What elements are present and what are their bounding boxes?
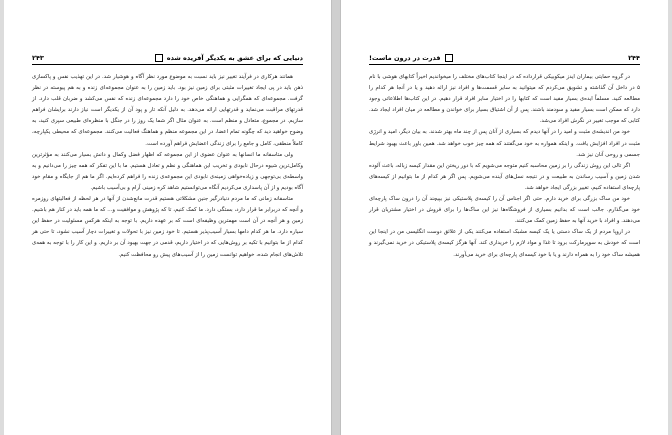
right-paragraph-5: در اروپا مردم از یک ساک دستی یا یک کیسه مشبک استفاده می‌کنند یکی از علائق دوست انگلیسی من در اینجا این است که خودش به سوپرمارکت برود تا غذا و مواد لازم را خریداری کند. آنها هرگز کیسه‌ی پلاستیکی در خرید نمی‌گیرند و همیشه ساک خود را به همراه دارند و یا با خود کیسه‌ای پارچه‌ای برای خرید می‌آورند. (369, 229, 640, 258)
square-icon (155, 54, 163, 62)
left-page-number: ۲۴۳ (32, 54, 44, 62)
right-body-text (369, 72, 640, 261)
left-header-rule (32, 64, 303, 65)
right-paragraph-4: خود من ساک بزرگی برای خرید دارم. حتی اگر اجناس آن را کیسه‌ی پلاستیکی نیز بپیچند آن را درون ساک پارچه‌ای خود می‌گذارم. جالب است که بدانیم بسیاری از فروشگاه‌ها نیز این ساک‌ها را برای فروش در اختیار مشتریان قرار می‌دهند. و افراد با خرید آنها به حفظ زمین کمک می‌کنند. (369, 196, 640, 225)
square-icon (445, 54, 453, 62)
left-header-title (153, 54, 303, 62)
left-paragraph-3: متاسفانه زمانی که ما مردم دنیادرگیر جنین مشکلاتی هستیم قدرت مانع‌شدن از آنها در هر لحظه از فعالیتهای روزمره و آنچه که دربرابر ما قرار دارد، بستگی دارد. ما کمک کنیم، تا که پژوهش و موافقیت و... که ما همه باید در کنار هم باشیم. زمین و هر آنچه در آن است مهمترین وظیفه‌ای است که بر عهده داریم. با توجه به اینکه هرکس مسئولیت در حفظ این سیاره دارد. ما هر کدام دامها بسیار آسیب‌پذیر هستیم. تا خود زمین نیز با تحولات و تغییرات دچار آسیب نشود، تا حتی هر کدام از ما بتوانیم با تکیه بر روش‌هایی که در اختیار داریم، قدمی در جهت بهبود آن بر داریم. و این کار را با توجه به همه‌ی تلاش‌های انجام شده، خواهیم توانست زمین را از آسیب‌های پیش رو محافظت کنیم. (32, 196, 303, 258)
left-paragraph-1: همانند هرکاری در فرآیند تغییر نیز باید نسبت به موضوع مورد نظر آگاه و هوشیار شد. در این تهذیب نفس و پاکسازی ذهن باید در پی ایجاد تغییرات مثبتی برای زمین نیز بود. باید زمین را به عنوان مجموعه‌ای زنده و به هم پیوسته در نظر گرفت. مجموعه‌ای که همگرایی و هماهنگی خاص خود را دارد مجموعه‌ای زنده که نفس می‌کشد و ضربان قلب دارد. از قدرتهای مراقبت می‌نماید و قدرتهایی ارائه ‌می‌دهد. به دلیل آنکه تار و پود آن از یکدیگر است نیاز دارند برایشان فراهم سازیم. در مجموع، متعادل و منظم است. به عنوان مثال اگر شما یک روز را در جنگل با منظره‌ای طبیعی سپری کنید، به وضوح خواهید دید که چگونه تمام اعضا، در این مجموعه منظم و هماهنگ فعالیت می‌کنند. مجموعه‌ای که محیطی یکپارچه، کاملاً منطقی، کامل و جامع را برای زندگی اعضایش فراهم آورده است. (32, 74, 303, 147)
left-paragraph-2: ولی متاسفانه ما انسانها به عنوان عضوی از این مجموعه که اظهار فضل وکمال و دانش بسیار می‌کنند به مؤثرترین وکامل‌ترین شیوه درحال نابودی و تخریب این هماهنگی و نظم و تعادل هستیم. ما با این تفکر که همه چیز را می‌دانیم و به واسطه‌ی بی‌توجهی و زیاده‌خواهی زمینه‌ی نابودی این مجموعه‌ی زنده را فراهم کرده‌ایم. اگر ما هم از جایگاه و مقام خود آگاه بودیم و از آن پاسداری می‌کردیم آنگاه می‌توانستیم شاهد کره زمینی آرام و بی‌آسیب باشیم. (32, 151, 303, 191)
right-paragraph-1: در گروه حمایتی بیماران ایدز میکوبیکی قرارداده که در اینجا کتاب‌های مختلف را میخواندیم اخیراً کتابهای هوشی با نام ۵ در داخل آن گذاشته و تشویق می‌کردم که میتوانید به سایر قسمت‌ها و افراد نیز ارائه دهید و یا در آنجا هر کدام را مطالعه کنید. مسلماً ایده‌ی بسیار مفید است که کتابها را در اختیار سایر افراد قرار دهیم. در این کتاب‌ها اطلاعاتی وجود دارد که ممکن است بسیار مفید و سودمند باشند. پس از آن اشتیاق بسیار برای خواندن و مطالعه در میان افراد ایجاد شد. کتابی که موجب تغییر در نگرش افراد می‌شد. (369, 74, 640, 125)
left-page (4, 0, 332, 435)
left-body-text (32, 72, 303, 261)
right-header-title-text: قدرت در درون ماست! (369, 54, 441, 62)
right-page (340, 0, 668, 435)
left-header-title-text: دنیایی که برای عشق به یکدیگر آفریده شده (166, 54, 303, 62)
right-page-number: ۲۴۴ (628, 54, 640, 62)
left-page-header (32, 53, 303, 63)
right-header-rule (369, 64, 640, 65)
right-paragraph-3: اگر تالی این روش زندگی را بر زمین محاسبه کنیم متوجه می‌شویم که با دور ریختن این مقدار کیسه زباله، باعث آلوده شدن زمین و آسیب رساندن به طبیعت و در نتیجه نسل‌های آینده می‌شویم. پس اگر هر کدام از ما بتوانیم از کیسه‌های پارچه‌ای استفاده کنیم، تغییر بزرگی ایجاد خواهد شد. (369, 162, 640, 191)
right-page-header (369, 53, 640, 63)
page-gutter (332, 0, 340, 435)
right-header-title (369, 54, 455, 62)
right-paragraph-2: خود من اندیشه‌ی مثبت و امید را در آنها دیدم که بسیاری از آنان پس از چند ماه بهتر شدند. به بیان دیگر، امید و انرژی مثبت در افراد افزایش یافت. و اینکه همواره به خود می‌گفتند که همه چیز خوب خواهد شد. همین باور باعث بهبود شرایط جسمی و روحی آنان نیز شد. (369, 129, 640, 158)
